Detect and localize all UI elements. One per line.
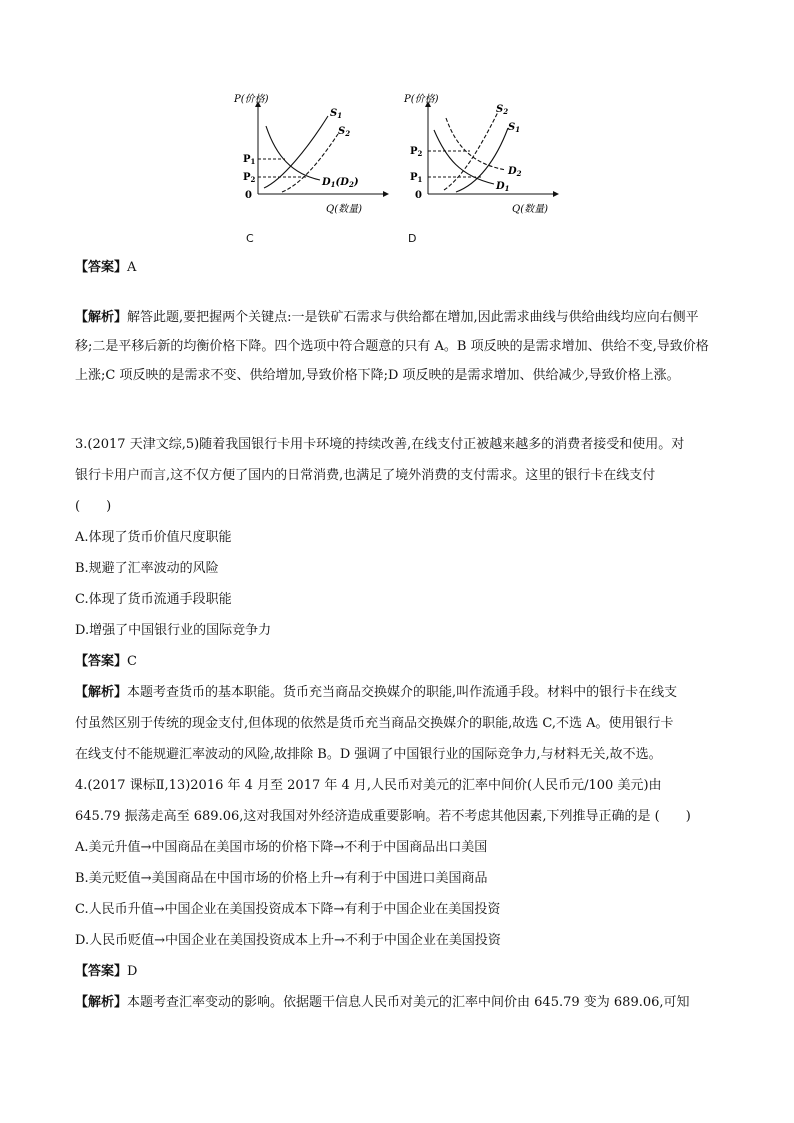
demand-curve-d2 bbox=[446, 118, 506, 170]
answer-value: D bbox=[127, 964, 138, 979]
y-axis-label: P(价格) bbox=[234, 94, 269, 105]
p2-label: $P_2$ bbox=[410, 146, 423, 158]
q4-analysis-line-1 bbox=[75, 994, 690, 1012]
answer-tag: 【答案】 bbox=[75, 654, 128, 669]
q2-answer bbox=[75, 259, 136, 277]
graph-c-caption: C bbox=[246, 232, 254, 245]
d-label: $D_1(D_2)$ bbox=[322, 177, 359, 189]
q4-option-d[interactable]: D.人民币贬值→中国企业在美国投资成本上升→不利于中国企业在美国投资 bbox=[75, 933, 501, 948]
s2-label: $S_2$ bbox=[338, 126, 351, 138]
p1-label: $P_1$ bbox=[243, 154, 256, 166]
analysis-text: 本题考查汇率变动的影响。依据题干信息人民币对美元的汇率中间价由 645.79 变为 689.06,可知 bbox=[127, 995, 690, 1010]
graph-c-svg bbox=[230, 88, 420, 228]
demand-curve-d1 bbox=[266, 126, 320, 180]
demand-curve-d1 bbox=[434, 130, 494, 184]
q3-analysis-line-2: 付虽然区别于传统的现金支付,但体现的依然是货币充当商品交换媒介的职能,故选 C,不选 A。使用银行卡 bbox=[75, 716, 674, 731]
answer-tag: 【答案】 bbox=[75, 964, 128, 979]
q4-option-b[interactable]: B.美元贬值→美国商品在中国市场的价格上升→有利于中国进口美国商品 bbox=[75, 871, 488, 886]
q3-option-c[interactable]: C.体现了货币流通手段职能 bbox=[75, 592, 232, 607]
y-axis-label: P(价格) bbox=[404, 94, 439, 105]
origin-label: 0 bbox=[245, 190, 252, 201]
s1-label: $S_1$ bbox=[508, 122, 521, 134]
graph-d-caption: D bbox=[408, 232, 417, 245]
x-axis-label: Q(数量) bbox=[512, 204, 549, 215]
q4-option-a[interactable]: A.美元升值→中国商品在美国市场的价格下降→不利于中国商品出口美国 bbox=[75, 840, 488, 855]
q4-stem-line-2: 645.79 振荡走高至 689.06,这对我国对外经济造成重要影响。若不考虑其他因素,下列推导正确的是 ( ) bbox=[75, 809, 691, 824]
q2-analysis bbox=[75, 303, 715, 390]
s2-label: $S_2$ bbox=[496, 104, 509, 116]
q3-option-b[interactable]: B.规避了汇率波动的风险 bbox=[75, 561, 219, 576]
q3-stem-line-1: 3.(2017 天津文综,5)随着我国银行卡用卡环境的持续改善,在线支付正被越来越多的消费者接受和使用。对 bbox=[75, 437, 685, 452]
q4-stem-line-1: 4.(2017 课标Ⅱ,13)2016 年 4 月至 2017 年 4 月,人民币对美元的汇率中间价(人民币元/100 美元)由 bbox=[75, 778, 662, 793]
p2-label: $P_2$ bbox=[243, 172, 256, 184]
supply-demand-graph-c bbox=[230, 88, 420, 228]
q3-analysis-line-3: 在线支付不能规避汇率波动的风险,故排除 B。D 强调了中国银行业的国际竞争力,与材料无关,故不选。 bbox=[75, 747, 662, 762]
answer-value: C bbox=[127, 654, 137, 669]
q3-stem-line-3: ( ) bbox=[75, 499, 112, 514]
analysis-tag: 【解析】 bbox=[75, 685, 128, 700]
d1-label: $D_1$ bbox=[496, 181, 510, 193]
supply-curve-s2 bbox=[444, 112, 498, 190]
analysis-text: 解答此题,要把握两个关键点:一是铁矿石需求与供给都在增加,因此需求曲线与供给曲线均应向右侧平移;二是平移后新的均衡价格下降。四个选项中符合题意的只有 A。B 项反映的是需求增加、供给不变,导致价格上涨;C 项反映的是需求不变、供给增加,导致价格下降;D 项反映的是需求增加、供给减少,导致价格上涨。 bbox=[75, 310, 709, 383]
answer-value: A bbox=[127, 260, 137, 275]
q3-analysis-line-1 bbox=[75, 684, 677, 702]
graph-d-svg bbox=[400, 88, 590, 228]
q4-answer bbox=[75, 963, 137, 981]
origin-label: 0 bbox=[415, 190, 422, 201]
q3-answer bbox=[75, 653, 137, 671]
q3-option-d[interactable]: D.增强了中国银行业的国际竞争力 bbox=[75, 623, 272, 638]
analysis-text: 本题考查货币的基本职能。货币充当商品交换媒介的职能,叫作流通手段。材料中的银行卡在线支 bbox=[127, 685, 678, 700]
analysis-tag: 【解析】 bbox=[75, 995, 128, 1010]
q3-option-a[interactable]: A.体现了货币价值尺度职能 bbox=[75, 530, 232, 545]
p1-label: $P_1$ bbox=[410, 172, 423, 184]
supply-demand-graph-d bbox=[400, 88, 590, 228]
s1-label: $S_1$ bbox=[330, 108, 343, 120]
x-axis-label: Q(数量) bbox=[326, 204, 363, 215]
answer-tag: 【答案】 bbox=[75, 260, 128, 275]
d2-label: $D_2$ bbox=[508, 166, 522, 178]
q3-stem-line-2: 银行卡用户而言,这不仅方便了国内的日常消费,也满足了境外消费的支付需求。这里的银行卡在线支付 bbox=[75, 468, 656, 483]
q4-option-c[interactable]: C.人民币升值→中国企业在美国投资成本下降→有利于中国企业在美国投资 bbox=[75, 902, 501, 917]
analysis-tag: 【解析】 bbox=[75, 310, 128, 325]
